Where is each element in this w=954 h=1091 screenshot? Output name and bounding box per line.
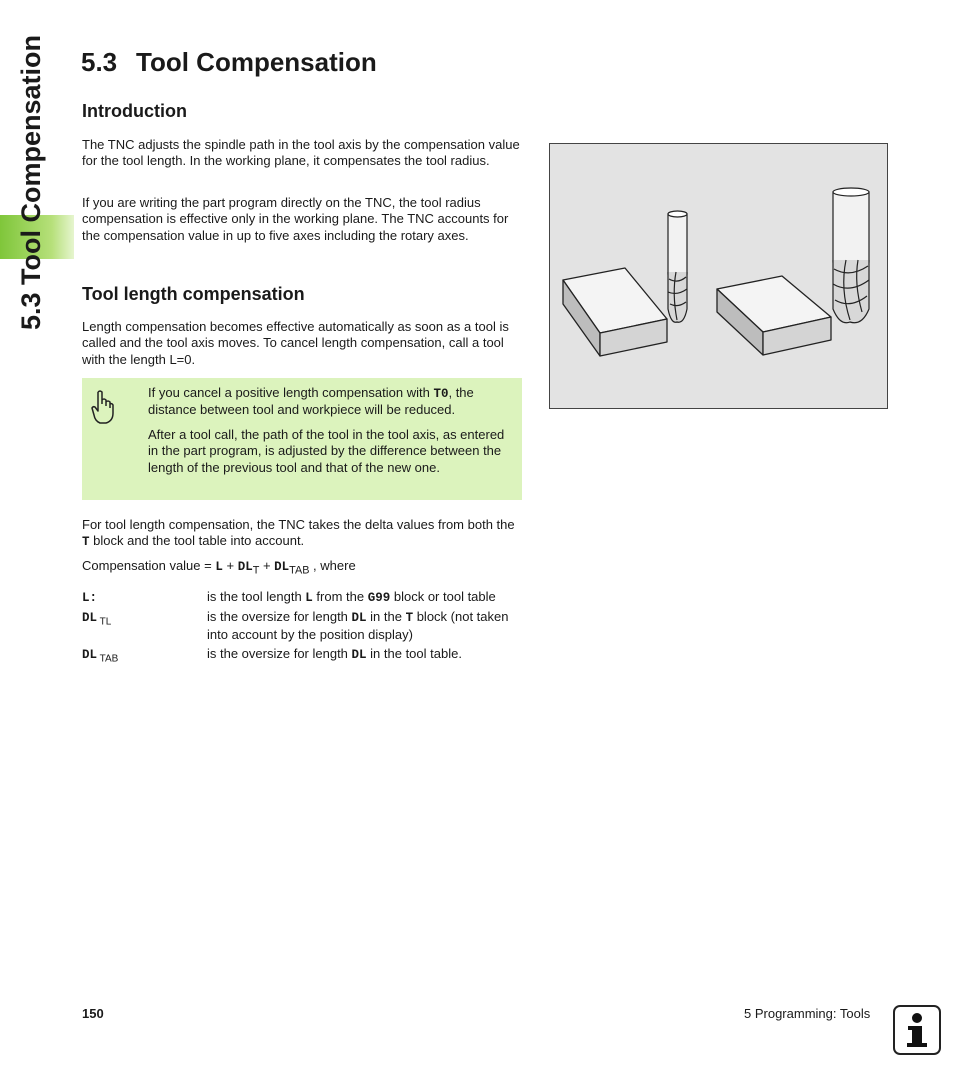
note-p1-code: T0 (433, 387, 449, 401)
def-code: G99 (367, 591, 391, 605)
chapter-label: 5 Programming: Tools (744, 1006, 871, 1021)
def-text: is the oversize for length (207, 645, 352, 661)
def-text: block (not taken into account by the position display) (207, 609, 509, 642)
tool-length-illustration (549, 143, 888, 409)
introduction-paragraph-1: The TNC adjusts the spindle path in the tool axis by the compensation value for the tool length. In the working plane, it compensates the tool radius. (82, 137, 520, 169)
workpiece-right (717, 276, 831, 355)
def-code: T (405, 611, 414, 626)
definition-list (82, 589, 522, 671)
note-p1-text-before: If you cancel a positive length compensation with (148, 385, 434, 400)
formula-DL-2: DL (274, 560, 290, 574)
definition-term (82, 589, 207, 606)
definition-term (82, 609, 207, 643)
formula-DL-1: DL (237, 560, 253, 574)
note-box (82, 378, 522, 500)
note-p1-text-after: , the distance between tool and workpiece will be reduced. (148, 385, 474, 418)
def-text: in the tool table. (366, 645, 462, 661)
term-code: L: (82, 591, 98, 605)
pointing-hand-icon (90, 390, 116, 424)
def-text: from the (312, 589, 368, 604)
note-paragraph-1 (148, 385, 510, 419)
formula-L: L (215, 560, 223, 574)
info-icon[interactable] (893, 1005, 941, 1055)
formula-label: Compensation value = (82, 558, 216, 573)
term-code: DL (82, 647, 98, 662)
introduction-paragraph-2: If you are writing the part program directly on the TNC, the tool radius compensation is effective only in the working plane. The TNC accounts for the compensation value in up to five axes including the rotary axes. (82, 195, 509, 243)
page-title (81, 47, 377, 78)
definition-row (82, 589, 522, 606)
formula-plus-2: + (259, 558, 275, 573)
def-text: is the oversize for length (207, 609, 352, 625)
term-sub: TL (97, 616, 112, 628)
note-paragraph-2: After a tool call, the path of the tool in the tool axis, as entered in the part program, is adjusted by the difference between the length of the previous tool and that of the new one. (148, 427, 505, 475)
introduction-heading: Introduction (82, 101, 187, 121)
term-sub: TAB (97, 653, 119, 665)
section-number: 5.3 (81, 47, 118, 77)
tool-left (668, 211, 687, 322)
delta-paragraph (82, 517, 524, 551)
formula-sub-T: T (252, 564, 260, 577)
formula-sub-TAB: TAB (289, 564, 310, 577)
tool-length-heading: Tool length compensation (82, 284, 305, 304)
definition-term (82, 646, 207, 668)
def-code: DL (351, 647, 367, 662)
tool-length-paragraph: Length compensation becomes effective automatically as soon as a tool is called and the tool axis moves. To cancel length compensation, call a tool with the length L=0. (82, 319, 509, 367)
definition-row (82, 609, 522, 643)
definition-text (207, 589, 522, 606)
delta-code-T: T (82, 535, 90, 550)
delta-text-after: block and the tool table into account. (89, 533, 305, 549)
page-number: 150 (82, 1006, 104, 1021)
def-code: DL (351, 611, 367, 626)
side-section-title: 5.3 Tool Compensation (16, 34, 46, 330)
definition-text (207, 646, 522, 668)
illustration-drawing (550, 144, 887, 408)
definition-text (207, 609, 522, 643)
workpiece-left (563, 268, 667, 356)
section-title: Tool Compensation (136, 47, 377, 77)
term-code: DL (82, 611, 98, 626)
info-glyph (895, 1007, 939, 1053)
def-code: L (305, 591, 313, 605)
delta-text-before: For tool length compensation, the TNC takes the delta values from both the (82, 517, 515, 532)
formula-plus-1: + (222, 558, 238, 573)
tool-right (833, 188, 869, 323)
def-text: block or tool table (390, 589, 496, 604)
def-text: in the (366, 609, 406, 625)
compensation-formula (82, 558, 524, 579)
formula-where: , where (309, 558, 356, 573)
def-text: is the tool length (207, 589, 306, 604)
definition-row (82, 646, 522, 668)
